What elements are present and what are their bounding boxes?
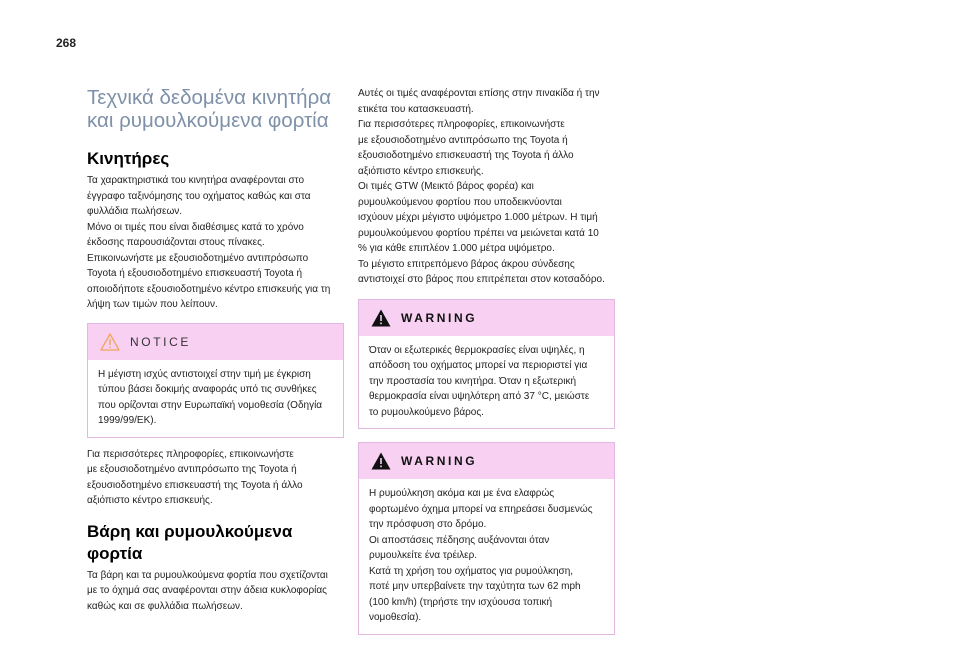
notice-header	[88, 324, 343, 360]
warning-triangle-icon	[100, 333, 120, 351]
weights-heading-line-1: Βάρη και ρυμουλκούμενα	[87, 521, 293, 541]
text-line: ρυμουλκούμενου φορτίου που υποδεικνύονται	[358, 196, 562, 208]
text-line: εξουσιοδοτημένο επισκευαστή της Toyota ή άλλο	[87, 479, 303, 491]
text-line: Κατά τη χρήση του οχήματος για ρυμούλκηση,	[369, 565, 574, 577]
text-line: ισχύουν μέχρι μέγιστο υψόμετρο 1.000 μέτρων. Η τιμή	[358, 212, 598, 223]
text-line: Μόνο οι τιμές που είναι διαθέσιμες κατά το χρόνο	[87, 221, 304, 233]
text-line: φορτωμένο όχημα μπορεί να επηρεάσει δυσμενώς	[369, 503, 593, 515]
text-line: Η μέγιστη ισχύς αντιστοιχεί στην τιμή με έγκριση	[98, 368, 311, 380]
text-line: Η ρυμούλκηση ακόμα και με ένα ελαφρώς	[369, 488, 555, 499]
text-line: Τα χαρακτηριστικά του κινητήρα αναφέρονται στο	[87, 175, 305, 186]
text-line: αξιόπιστο κέντρο επισκευής.	[87, 495, 213, 506]
page-title-line-1: Τεχνικά δεδομένα κινητήρα	[87, 86, 332, 109]
warning-box-towing	[358, 442, 615, 635]
text-line: εξουσιοδοτημένο επισκευαστή της Toyota ή άλλο	[358, 150, 574, 161]
text-line: την προστασία του κινητήρα. Όταν η εξωτερική	[369, 375, 577, 387]
warning-body	[359, 336, 614, 429]
text-line: που ορίζονται στην Ευρωπαϊκή νομοθεσία (Οδηγία	[98, 399, 323, 411]
text-line: Αυτές οι τιμές αναφέρονται επίσης στην πινακίδα ή την	[358, 88, 600, 99]
text-line: νομοθεσία).	[369, 612, 422, 623]
text-line: έκδοσης παρουσιάζονται στους πίνακες.	[87, 237, 265, 248]
left-column	[87, 86, 344, 614]
engines-heading: Κινητήρες	[87, 149, 170, 168]
text-line: Το μέγιστο επιτρεπόμενο βάρος άκρου σύνδεσης	[358, 258, 575, 270]
text-line: με εξουσιοδοτημένο αντιπρόσωπο της Toyota ή	[87, 464, 297, 475]
text-line: λήψη των τιμών που λείπουν.	[87, 299, 218, 310]
page-number: 268	[56, 36, 77, 50]
text-line: φυλλάδια πωλήσεων.	[87, 206, 183, 217]
text-line: Οι τιμές GTW (Μεικτό βάρος φορέα) και	[358, 181, 534, 192]
text-line: την πρόσφυση στο δρόμο.	[369, 519, 487, 530]
text-line: το ρυμουλκούμενο βάρος.	[369, 406, 484, 418]
page-title	[87, 86, 344, 132]
text-line: καθώς και σε φυλλάδια πωλήσεων.	[87, 600, 243, 612]
notice-body	[88, 360, 343, 437]
text-line: 1999/99/ΕΚ).	[98, 415, 157, 426]
warning-title: WARNING	[401, 454, 478, 468]
weights-heading	[87, 521, 344, 565]
text-line: (100 km/h) (τηρήστε την ισχύουσα τοπική	[369, 596, 553, 608]
text-line: Toyota ή εξουσιοδοτημένο επισκευαστή Toyota ή	[87, 268, 303, 279]
warning-title: WARNING	[401, 310, 478, 325]
text-line: θερμοκρασία είναι υψηλότερη από 37 °C, μειώστε	[369, 391, 590, 402]
text-line: οποιοδήποτε εξουσιοδοτημένο κέντρο επισκευής για τη	[87, 283, 331, 295]
text-line: Για περισσότερες πληροφορίες, επικοινωνήστε	[358, 119, 565, 130]
text-line: % για κάθε επιπλέον 1.000 μέτρα υψόμετρο.	[358, 243, 555, 254]
text-line: Όταν οι εξωτερικές θερμοκρασίες είναι υψηλές, η	[369, 344, 585, 356]
text-line: έγγραφο ταξινόμησης του οχήματος καθώς και στα	[87, 190, 311, 202]
weights-text	[87, 568, 344, 615]
warning-header	[359, 300, 614, 336]
weights-details-text	[358, 86, 615, 288]
text-line: Οι αποστάσεις πέδησης αυξάνονται όταν	[369, 534, 550, 546]
text-line: ρυμουλκούμενου φορτίου πρέπει να μειώνεται κατά 10	[358, 227, 599, 239]
text-line: ετικέτα του κατασκευαστή.	[358, 103, 474, 115]
warning-box-temperature	[358, 299, 615, 430]
text-line: Επικοινωνήστε με εξουσιοδοτημένο αντιπρόσωπο	[87, 252, 309, 264]
text-line: ρυμουλκείτε ένα τρέιλερ.	[369, 550, 478, 561]
weights-heading-line-2: φορτία	[87, 543, 143, 563]
text-line: ποτέ μην υπερβαίνετε την ταχύτητα των 62 mph	[369, 581, 581, 592]
page-title-line-2: και ρυμουλκούμενα φορτία	[87, 109, 329, 132]
warning-header	[359, 443, 614, 479]
text-line: απόδοση του οχήματος μπορεί να περιοριστεί για	[369, 360, 588, 371]
warning-body	[359, 479, 614, 634]
warning-triangle-icon	[371, 452, 391, 470]
warning-triangle-icon	[371, 309, 391, 327]
middle-column	[358, 86, 615, 635]
text-line: αξιόπιστο κέντρο επισκευής.	[358, 165, 484, 177]
text-line: τύπου βάσει δοκιμής αναφοράς υπό τις συνθήκες	[98, 384, 317, 395]
text-line: αντιστοιχεί στο βάρος που επιτρέπεται στον κοτσαδόρο.	[358, 274, 605, 285]
text-line: Για περισσότερες πληροφορίες, επικοινωνήστε	[87, 448, 294, 460]
text-line: με εξουσιοδοτημένο αντιπρόσωπο της Toyota ή	[358, 134, 568, 146]
engines-text	[87, 173, 344, 313]
more-info-text	[87, 447, 344, 509]
text-line: Τα βάρη και τα ρυμουλκούμενα φορτία που σχετίζονται	[87, 569, 328, 581]
notice-box	[87, 323, 344, 438]
text-line: με το όχημά σας αναφέρονται στην άδεια κυκλοφορίας	[87, 585, 327, 596]
notice-title: NOTICE	[130, 334, 191, 349]
